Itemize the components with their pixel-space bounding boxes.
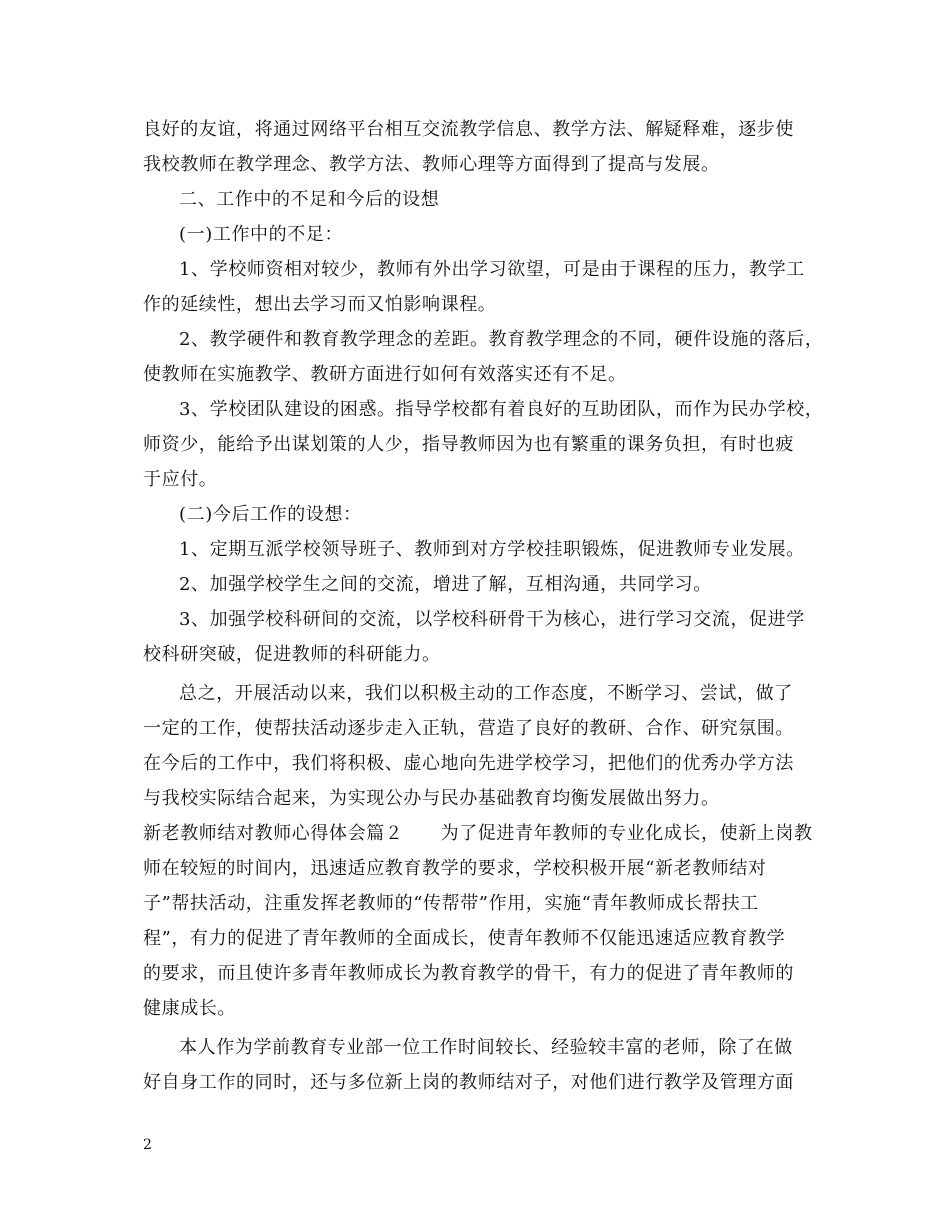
section-heading: 二、工作中的不足和今后的设想 [179,189,440,210]
text-line: 师在较短的时间内，迅速适应教育教学的要求，学校积极开展“新老教师结对 [143,858,767,879]
text-line: 1、学校师资相对较少，教师有外出学习欲望，可是由于课程的压力，教学工 [179,259,805,280]
text-line: 好自身工作的同时，还与多位新上岗的教师结对子，对他们进行教学及管理方面 [143,1072,794,1093]
text-line: 校科研突破，促进教师的科研能力。 [143,644,441,665]
text-line: 总之，开展活动以来，我们以积极主动的工作态度，不断学习、尝试，做了 [179,683,793,704]
text-line: 程”，有力的促进了青年教师的全面成长，使青年教师不仅能迅速适应教育教学 [143,928,786,949]
text-line: 2、教学硬件和教育教学理念的差距。教育教学理念的不同，硬件设施的落后， [179,329,824,350]
subsection-heading: (二)今后工作的设想： [179,504,362,525]
subsection-heading: (一)工作中的不足： [179,224,344,245]
text-line: 1、定期互派学校领导班子、教师到对方学校挂职锻炼，促进教师专业发展。 [179,539,805,560]
text-line: 师资少，能给予出谋划策的人少，指导教师因为也有繁重的课务负担，有时也疲 [143,434,794,455]
text-line: 的要求，而且使许多青年教师成长为教育教学的骨干，有力的促进了青年教师的 [143,963,794,984]
text-line: 2、加强学校学生之间的交流，增进了解，互相沟通，共同学习。 [179,574,712,595]
text-line: 于应付。 [143,469,218,490]
text-line: 子”帮扶活动，注重发挥老教师的“传帮带”作用，实施“青年教师成长帮扶工 [143,893,759,914]
text-line: 3、加强学校科研间的交流，以学校科研骨干为核心，进行学习交流，促进学 [179,609,805,630]
text-line: 3、学校团队建设的困惑。指导学校都有着良好的互助团队，而作为民办学校， [179,399,824,420]
page-number: 2 [143,1137,152,1153]
text-line: 在今后的工作中，我们将积极、虚心地向先进学校学习，把他们的优秀办学方法 [143,753,794,774]
text-line: 健康成长。 [143,998,236,1019]
document-body [143,112,823,1100]
text-line: 本人作为学前教育专业部一位工作时间较长、经验较丰富的老师，除了在做 [179,1037,793,1058]
text-line: 与我校实际结合起来，为实现公办与民办基础教育均衡发展做出努力。 [143,788,720,809]
text-line: 一定的工作，使帮扶活动逐步走入正轨，营造了良好的教研、合作、研究氛围。 [143,718,794,739]
text-line: 使教师在实施教学、教研方面进行如何有效落实还有不足。 [143,364,627,385]
text-line: 良好的友谊，将通过网络平台相互交流教学信息、教学方法、解疑释难，逐步使 [143,119,794,140]
text-line: 我校教师在教学理念、教学方法、教师心理等方面得到了提高与发展。 [143,154,720,175]
article-title-line: 新老教师结对教师心得体会篇２ 为了促进青年教师的专业化成长，使新上岗教 [143,823,813,844]
text-line: 作的延续性，想出去学习而又怕影响课程。 [143,294,497,315]
